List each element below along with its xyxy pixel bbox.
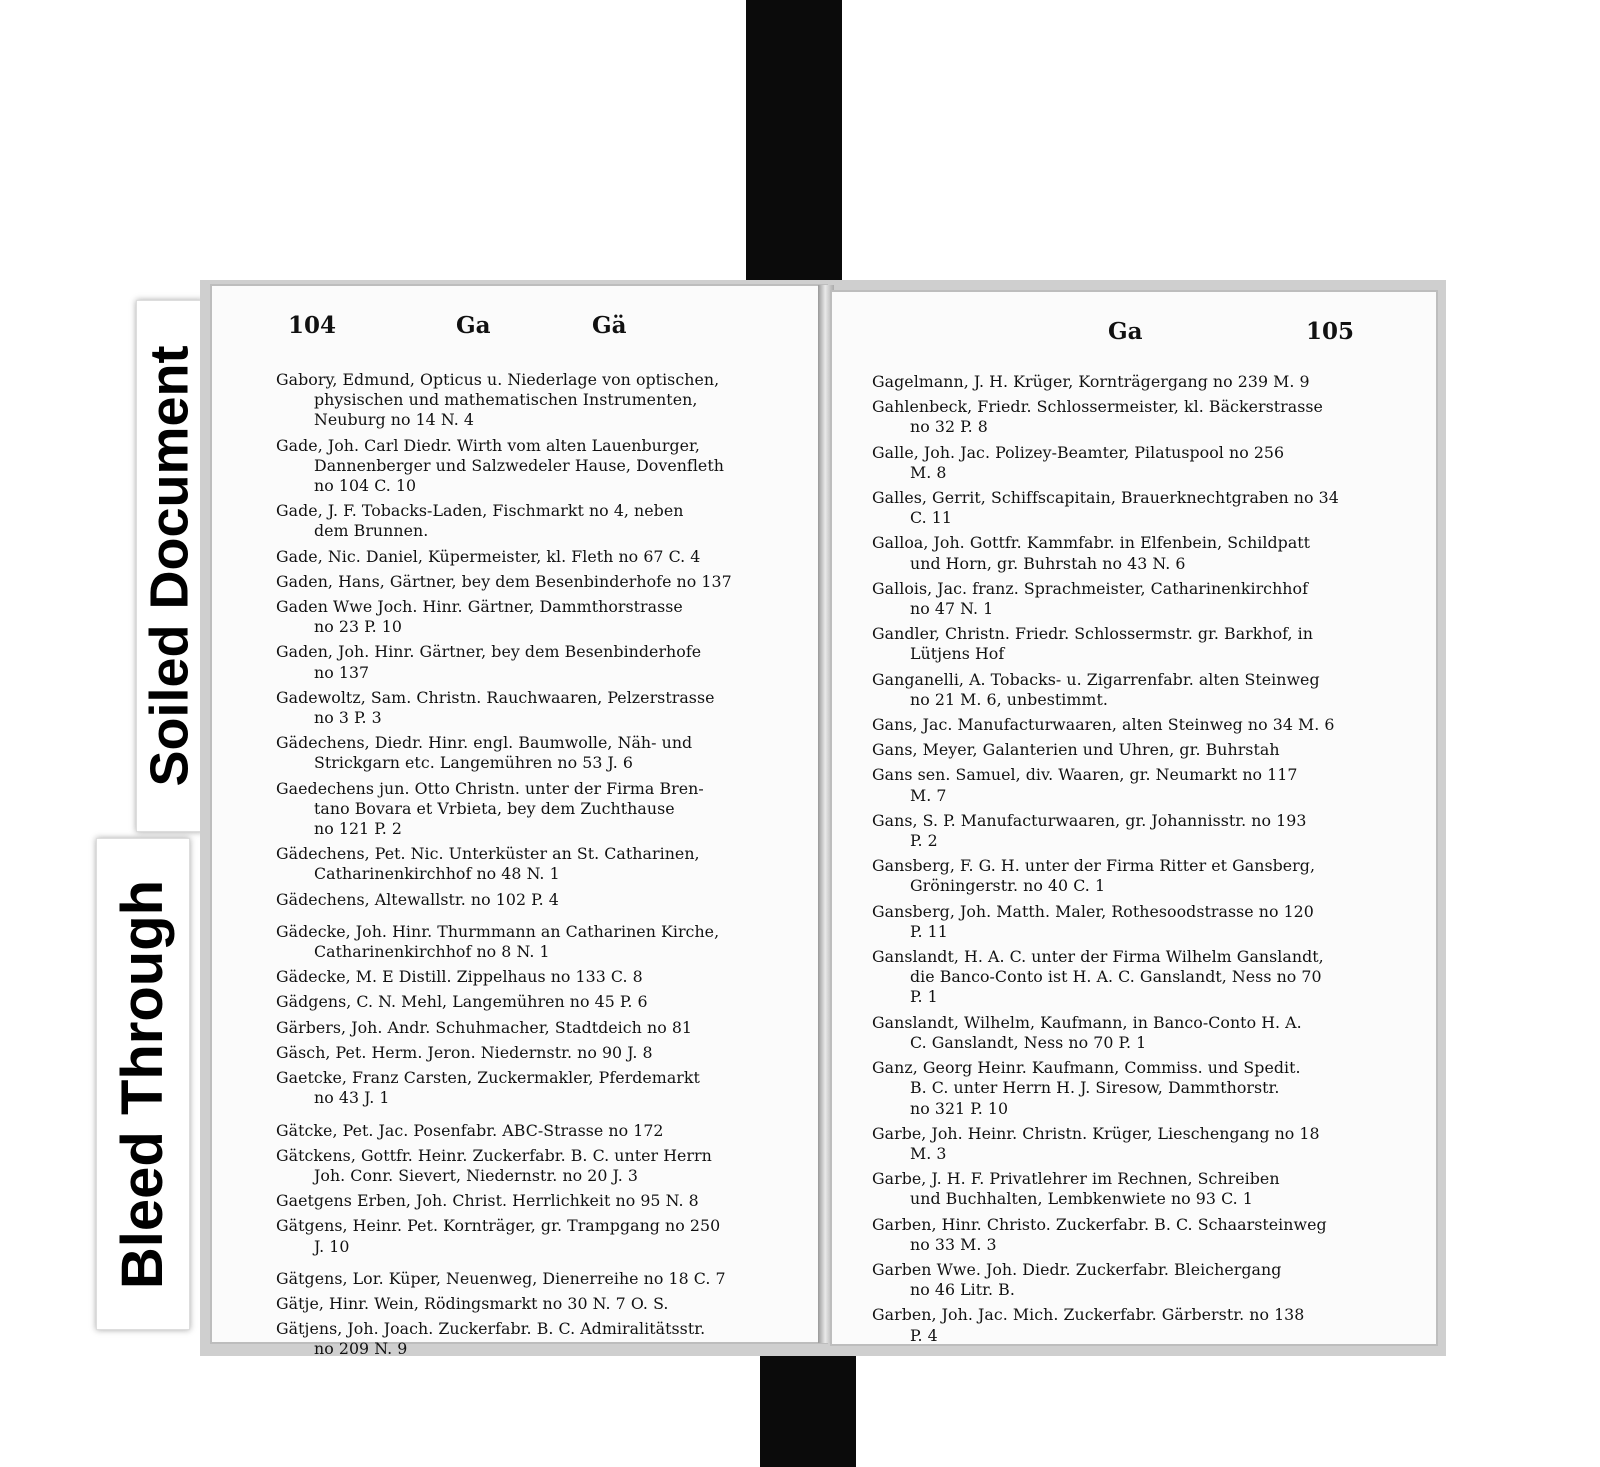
directory-entry bbox=[872, 902, 1388, 942]
entry-line: Gädechens, Altewallstr. no 102 P. 4 bbox=[276, 889, 559, 909]
page-number: 105 bbox=[1305, 318, 1354, 345]
entry-line: Gätcke, Pet. Jac. Posenfabr. ABC-Strasse no 172 bbox=[276, 1120, 664, 1140]
entry-continuation-line: no 321 P. 10 bbox=[910, 1098, 1009, 1118]
entry-line: Gätckens, Gottfr. Heinr. Zuckerfabr. B. C. unter Herrn bbox=[276, 1145, 712, 1165]
entry-continuation-line: M. 8 bbox=[910, 462, 947, 482]
entry-continuation-line: Joh. Conr. Sievert, Niedernstr. no 20 J. 3 bbox=[314, 1165, 638, 1185]
directory-entry bbox=[872, 1215, 1388, 1255]
entry-continuation-line: no 23 P. 10 bbox=[314, 617, 402, 637]
soiled-document-text: Soiled Document bbox=[140, 345, 201, 787]
directory-entry bbox=[872, 1124, 1388, 1164]
entry-line: Gans, Meyer, Galanterien und Uhren, gr. Buhrstah bbox=[872, 740, 1280, 760]
entry-continuation-line: C. 11 bbox=[910, 508, 952, 528]
entry-line: Gade, Joh. Carl Diedr. Wirth vom alten Lauenburger, bbox=[276, 435, 700, 455]
entry-continuation-line: J. 10 bbox=[314, 1236, 350, 1256]
entry-continuation-line: no 209 N. 9 bbox=[314, 1339, 408, 1359]
entry-line: Garben Wwe. Joh. Diedr. Zuckerfabr. Bleichergang bbox=[872, 1259, 1282, 1279]
directory-entry bbox=[276, 547, 776, 567]
entry-continuation-line: Strickgarn etc. Langemühren no 53 J. 6 bbox=[314, 753, 633, 773]
directory-entry bbox=[276, 967, 776, 987]
entry-line: Garbe, Joh. Heinr. Christn. Krüger, Lieschengang no 18 bbox=[872, 1123, 1320, 1143]
entry-line: Ganslandt, H. A. C. unter der Firma Wilhelm Ganslandt, bbox=[872, 947, 1324, 967]
directory-entry bbox=[872, 740, 1388, 760]
entry-continuation-line: tano Bovara et Vrbieta, bey dem Zuchthause bbox=[314, 798, 675, 818]
entry-line: Ganz, Georg Heinr. Kaufmann, Commiss. und Spedit. bbox=[872, 1058, 1301, 1078]
entry-line: Gabory, Edmund, Opticus u. Niederlage von optischen, bbox=[276, 370, 720, 389]
directory-entry bbox=[276, 1018, 776, 1038]
right-page bbox=[830, 290, 1438, 1346]
entry-line: Galle, Joh. Jac. Polizey-Beamter, Pilatuspool no 256 bbox=[872, 442, 1285, 462]
entry-continuation-line: no 121 P. 2 bbox=[314, 819, 402, 839]
entry-line: Gätjens, Joh. Joach. Zuckerfabr. B. C. Admiralitätsstr. bbox=[276, 1319, 706, 1339]
entry-line: Gaedechens jun. Otto Christn. unter der Firma Bren- bbox=[276, 778, 704, 798]
directory-entry bbox=[276, 597, 776, 637]
directory-entry bbox=[276, 1043, 776, 1063]
entry-continuation-line: P. 4 bbox=[910, 1325, 938, 1345]
entry-line: Galles, Gerrit, Schiffscapitain, Brauerknechtgraben no 34 bbox=[872, 488, 1339, 508]
directory-entry bbox=[872, 397, 1388, 437]
soiled-document-label bbox=[136, 300, 204, 832]
binding-strap-top bbox=[746, 0, 842, 292]
directory-entry bbox=[276, 370, 776, 431]
entry-line: Gahlenbeck, Friedr. Schlossermeister, kl. Bäckerstrasse bbox=[872, 397, 1323, 417]
entry-line: Gans, S. P. Manufacturwaaren, gr. Johannisstr. no 193 bbox=[872, 810, 1307, 830]
entry-continuation-line: P. 11 bbox=[910, 921, 948, 941]
entry-continuation-line: no 47 N. 1 bbox=[910, 599, 994, 619]
entry-line: Gärbers, Joh. Andr. Schuhmacher, Stadtdeich no 81 bbox=[276, 1017, 693, 1037]
entry-line: Gans, Jac. Manufacturwaaren, alten Steinweg no 34 M. 6 bbox=[872, 715, 1335, 735]
entry-line: Gäsch, Pet. Herm. Jeron. Niedernstr. no 90 J. 8 bbox=[276, 1042, 653, 1062]
entry-line: Gallois, Jac. franz. Sprachmeister, Catharinenkirchhof bbox=[872, 578, 1308, 598]
entry-continuation-line: Gröningerstr. no 40 C. 1 bbox=[910, 876, 1106, 896]
entry-line: Gädechens, Diedr. Hinr. engl. Baumwolle, Näh- und bbox=[276, 733, 693, 753]
entry-continuation-line: no 33 M. 3 bbox=[910, 1234, 997, 1254]
directory-entry bbox=[276, 922, 776, 962]
entry-line: Ganslandt, Wilhelm, Kaufmann, in Banco-Conto H. A. bbox=[872, 1012, 1302, 1032]
header-keyword: Ga bbox=[1108, 318, 1143, 345]
directory-entry bbox=[872, 1058, 1388, 1119]
directory-entry bbox=[872, 856, 1388, 896]
entry-line: Gagelmann, J. H. Krüger, Kornträgergang no 239 M. 9 bbox=[872, 372, 1310, 391]
entry-line: Gätje, Hinr. Wein, Rödingsmarkt no 30 N. 7 O. S. bbox=[276, 1293, 669, 1313]
entry-continuation-line: C. Ganslandt, Ness no 70 P. 1 bbox=[910, 1032, 1147, 1052]
entry-continuation-line: und Horn, gr. Buhrstah no 43 N. 6 bbox=[910, 553, 1186, 573]
directory-entry bbox=[276, 1068, 776, 1108]
entry-continuation-line: die Banco-Conto ist H. A. C. Ganslandt, Ness no 70 bbox=[910, 967, 1322, 987]
entry-continuation-line: no 43 J. 1 bbox=[314, 1088, 390, 1108]
entry-continuation-line: no 137 bbox=[314, 662, 370, 682]
directory-entry bbox=[872, 811, 1388, 851]
entry-line: Gädecke, Joh. Hinr. Thurmmann an Catharinen Kirche, bbox=[276, 921, 720, 941]
entry-line: Gädgens, C. N. Mehl, Langemühren no 45 P. 6 bbox=[276, 992, 648, 1012]
directory-entry bbox=[276, 1146, 776, 1186]
directory-entry bbox=[276, 436, 776, 497]
entry-line: Gansberg, Joh. Matth. Maler, Rothesoodstrasse no 120 bbox=[872, 901, 1314, 921]
directory-entry bbox=[872, 533, 1388, 573]
entry-line: Gätgens, Lor. Küper, Neuenweg, Dienerreihe no 18 C. 7 bbox=[276, 1268, 726, 1288]
entry-continuation-line: P. 2 bbox=[910, 831, 938, 851]
directory-entry bbox=[872, 579, 1388, 619]
entry-line: Gaetgens Erben, Joh. Christ. Herrlichkeit no 95 N. 8 bbox=[276, 1191, 699, 1211]
entry-line: Gaden Wwe Joch. Hinr. Gärtner, Dammthorstrasse bbox=[276, 597, 683, 617]
entry-line: Gansberg, F. G. H. unter der Firma Ritter et Gansberg, bbox=[872, 856, 1316, 876]
entry-line: Gans sen. Samuel, div. Waaren, gr. Neumarkt no 117 bbox=[872, 765, 1298, 785]
directory-entry bbox=[276, 572, 776, 592]
directory-entry bbox=[276, 890, 776, 910]
directory-entry bbox=[276, 1319, 776, 1359]
directory-entry bbox=[276, 688, 776, 728]
bleed-through-label bbox=[96, 838, 190, 1330]
entry-line: Gädecke, M. E Distill. Zippelhaus no 133 C. 8 bbox=[276, 967, 643, 987]
directory-entries bbox=[872, 372, 1388, 1351]
entry-line: Gade, Nic. Daniel, Küpermeister, kl. Fleth no 67 C. 4 bbox=[276, 546, 701, 566]
directory-entry bbox=[872, 1260, 1388, 1300]
entry-continuation-line: Dannenberger und Salzwedeler Hause, Dovenfleth bbox=[314, 455, 724, 475]
entry-continuation-line: P. 1 bbox=[910, 987, 938, 1007]
directory-entry bbox=[276, 844, 776, 884]
directory-entry bbox=[872, 372, 1388, 392]
entry-continuation-line: no 32 P. 8 bbox=[910, 417, 988, 437]
directory-entry bbox=[872, 715, 1388, 735]
directory-entry bbox=[276, 501, 776, 541]
directory-entry bbox=[276, 992, 776, 1012]
entry-continuation-line: Catharinenkirchhof no 48 N. 1 bbox=[314, 864, 560, 884]
directory-entry bbox=[872, 443, 1388, 483]
bleed-through-text: Bleed Through bbox=[110, 879, 176, 1289]
entry-continuation-line: B. C. unter Herrn H. J. Siresow, Dammthorstr. bbox=[910, 1078, 1280, 1098]
directory-entry bbox=[276, 1191, 776, 1211]
directory-entry bbox=[872, 765, 1388, 805]
directory-entry bbox=[276, 733, 776, 773]
entry-line: Garbe, J. H. F. Privatlehrer im Rechnen, Schreiben bbox=[872, 1169, 1280, 1189]
directory-entry bbox=[872, 1013, 1388, 1053]
entry-continuation-line: no 46 Litr. B. bbox=[910, 1280, 1015, 1300]
left-page bbox=[210, 284, 828, 1359]
entry-continuation-line: und Buchhalten, Lembkenwiete no 93 C. 1 bbox=[910, 1189, 1253, 1209]
directory-entry bbox=[276, 779, 776, 840]
entry-line: Gadewoltz, Sam. Christn. Rauchwaaren, Pelzerstrasse bbox=[276, 687, 715, 707]
entry-line: Gade, J. F. Tobacks-Laden, Fischmarkt no 4, neben bbox=[276, 501, 684, 521]
directory-entry bbox=[276, 1121, 776, 1141]
directory-entry bbox=[276, 1216, 776, 1256]
directory-entry bbox=[872, 947, 1388, 1008]
directory-entry bbox=[276, 1269, 776, 1289]
entry-line: Gädechens, Pet. Nic. Unterküster an St. Catharinen, bbox=[276, 844, 700, 864]
entry-continuation-line: no 21 M. 6, unbestimmt. bbox=[910, 689, 1108, 709]
entry-continuation-line: Neuburg no 14 N. 4 bbox=[314, 410, 474, 430]
entry-continuation-line: no 3 P. 3 bbox=[314, 708, 382, 728]
header-keyword: Ga bbox=[456, 312, 491, 339]
entry-line: Gandler, Christn. Friedr. Schlossermstr. gr. Barkhof, in bbox=[872, 624, 1313, 644]
entry-line: Gaden, Joh. Hinr. Gärtner, bey dem Besenbinderhofe bbox=[276, 642, 702, 662]
entry-continuation-line: M. 7 bbox=[910, 785, 947, 805]
entry-line: Gaden, Hans, Gärtner, bey dem Besenbinderhofe no 137 bbox=[276, 571, 732, 591]
entry-line: Ganganelli, A. Tobacks- u. Zigarrenfabr. alten Steinweg bbox=[872, 669, 1320, 689]
entry-line: Garben, Hinr. Christo. Zuckerfabr. B. C. Schaarsteinweg bbox=[872, 1214, 1327, 1234]
header-keyword: Gä bbox=[592, 312, 627, 339]
entry-line: Galloa, Joh. Gottfr. Kammfabr. in Elfenbein, Schildpatt bbox=[872, 533, 1311, 553]
directory-entry bbox=[872, 1305, 1388, 1345]
entry-continuation-line: physischen und mathematischen Instrumenten, bbox=[314, 390, 698, 410]
entry-line: Gätgens, Heinr. Pet. Kornträger, gr. Trampgang no 250 bbox=[276, 1216, 721, 1236]
directory-entry bbox=[872, 488, 1388, 528]
directory-entry bbox=[872, 670, 1388, 710]
directory-entry bbox=[276, 642, 776, 682]
directory-entry bbox=[872, 1169, 1388, 1209]
directory-entry bbox=[872, 624, 1388, 664]
entry-continuation-line: Catharinenkirchhof no 8 N. 1 bbox=[314, 942, 550, 962]
entry-continuation-line: dem Brunnen. bbox=[314, 521, 429, 541]
entry-line: Gaetcke, Franz Carsten, Zuckermakler, Pferdemarkt bbox=[276, 1068, 700, 1088]
entry-continuation-line: Lütjens Hof bbox=[910, 644, 1005, 664]
directory-entries bbox=[276, 370, 776, 1365]
entry-line: Garben, Joh. Jac. Mich. Zuckerfabr. Gärberstr. no 138 bbox=[872, 1305, 1305, 1325]
entry-continuation-line: M. 3 bbox=[910, 1143, 947, 1163]
directory-entry bbox=[276, 1294, 776, 1314]
entry-continuation-line: no 104 C. 10 bbox=[314, 476, 417, 496]
page-number: 104 bbox=[288, 312, 337, 339]
